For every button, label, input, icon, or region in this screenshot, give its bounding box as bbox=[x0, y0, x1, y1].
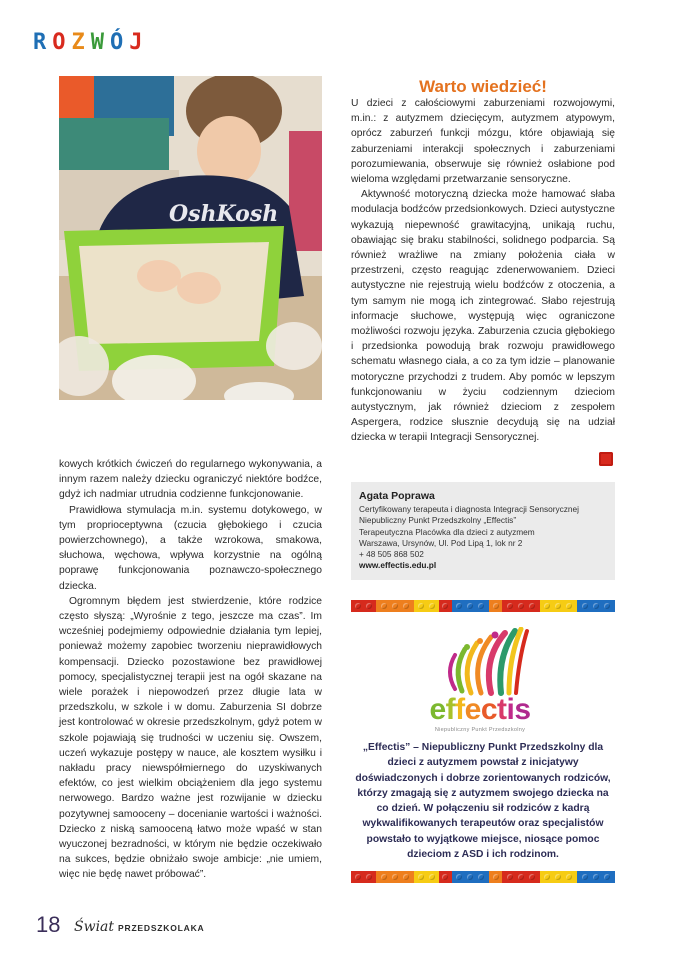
author-phone: + 48 505 868 502 bbox=[359, 549, 424, 560]
lego-stud-icon bbox=[429, 603, 435, 609]
lego-brick bbox=[489, 871, 502, 883]
article-end-square-icon bbox=[599, 452, 613, 466]
lego-stud-icon bbox=[604, 874, 610, 880]
lego-brick bbox=[439, 600, 452, 612]
effectis-wordmark-letter: t bbox=[497, 693, 507, 726]
lego-stud-icon bbox=[403, 603, 409, 609]
section-logo-letter: W bbox=[90, 30, 105, 55]
lego-brick bbox=[540, 871, 578, 883]
effectis-wordmark-letter: f bbox=[455, 693, 465, 726]
lego-stud-icon bbox=[566, 874, 572, 880]
paragraph: kowych krótkich ćwiczeń do regularnego wykonywania, a innym razem należy dziecku ograniczyć niektóre bodźce, gdyż ich nadmiar utrudnia codzienne funkcjonowanie. bbox=[59, 459, 322, 501]
lego-stud-icon bbox=[493, 874, 499, 880]
lego-stud-icon bbox=[582, 603, 588, 609]
effectis-wordmark-letter: s bbox=[514, 693, 531, 726]
section-logo-rozwoj bbox=[33, 30, 144, 56]
lego-brick bbox=[376, 600, 414, 612]
lego-stud-icon bbox=[518, 874, 524, 880]
author-line: Certyfikowany terapeuta i diagnosta Integracji Sensorycznej bbox=[359, 504, 579, 514]
lego-stud-icon bbox=[456, 874, 462, 880]
section-logo-letter: R bbox=[33, 30, 48, 55]
page-number: 18 bbox=[36, 912, 61, 937]
brand-caps: PRZEDSZKOLAKA bbox=[118, 923, 205, 933]
lego-brick bbox=[376, 871, 414, 883]
lego-brick bbox=[502, 871, 540, 883]
effectis-wordmark bbox=[415, 694, 545, 726]
right-column-text bbox=[351, 96, 615, 446]
lego-brick bbox=[577, 871, 615, 883]
lego-stud-icon bbox=[456, 603, 462, 609]
lego-stud-icon bbox=[392, 874, 398, 880]
lego-stud-icon bbox=[418, 603, 424, 609]
paragraph: Aktywność motoryczną dziecka może hamować słaba modulacja bodźców przedsionkowych. Dzieci autystyczne wykazują niepewność grawitacyjną, unikają ruchu, obawiając się braku stabilności, solidnego podparcia. Są również wrażliwe na zmiany położenia ciała w przestrzeni, często reagując zdenerwowaniem. Dzieci autystyczne nie rejestrują wielu bodźców z otoczenia, a tym samym nie mogą ich zintegrować. Słabo rejestrują informacje słuchowe, występują więc ograniczone możliwości rozwoju języka. Zaburzenia czucia głębokiego i przedsionka powodują brak rozwoju prawidłowego schematu własnego ciała, a co za tym idzie – planowanie motoryczne przychodzi z trudem. Aby pomóc w lepszym funkcjonowaniu w życiu codziennym dzieciom autystycznym, jak również dzieciom z zespołem Aspergera, rodzice słusznie decydują się na udział dziecka w terapii Integracji Sensorycznej. bbox=[351, 189, 615, 444]
lego-brick bbox=[577, 600, 615, 612]
lego-brick bbox=[351, 871, 376, 883]
section-logo-letter: O bbox=[52, 30, 67, 55]
lego-brick bbox=[414, 871, 439, 883]
lego-stud-icon bbox=[582, 874, 588, 880]
paragraph: U dzieci z całościowymi zaburzeniami rozwojowymi, m.in.: z autyzmem dziecięcym, autyzmem atypowym, oprócz zaburzeń funkcji mózgu, które objawiają się zaburzeniami interakcji społecznych i zaburzeniami porozumiewania, obserwuje się również osłabione pod wieloma względami przetwarzanie sensoryczne. bbox=[351, 98, 615, 186]
lego-stud-icon bbox=[529, 874, 535, 880]
author-website-link[interactable]: www.effectis.edu.pl bbox=[359, 560, 437, 571]
lego-stud-icon bbox=[566, 603, 572, 609]
lego-stud-icon bbox=[593, 603, 599, 609]
lego-stud-icon bbox=[442, 603, 448, 609]
lego-stud-icon bbox=[478, 603, 484, 609]
lego-stud-icon bbox=[392, 603, 398, 609]
shirt-text: OshKosh bbox=[169, 201, 279, 227]
lego-stud-icon bbox=[442, 874, 448, 880]
lego-stud-icon bbox=[544, 874, 550, 880]
author-name: Agata Poprawa bbox=[359, 490, 435, 502]
author-box bbox=[351, 482, 615, 580]
lego-stud-icon bbox=[381, 603, 387, 609]
brand-script: Świat bbox=[74, 919, 115, 935]
lego-stud-icon bbox=[418, 874, 424, 880]
paragraph: Ogromnym błędem jest stwierdzenie, które rodzice często słyszą: „Wyrośnie z tego, jeszcze ma czas”. Im wcześniej podejmiemy odpowiednie działania tym lepiej, ponieważ możemy zapobiec tworzeniu nieprawidłowych kompensacji. Dziecko pozostawione bez prawidłowej pomocy, specjalistycznej terapii jest na ogół skazane na wiele porażek i niepowodzeń przez długie lata w przedszkolu, w szkole i w domu. Zaburzenia SI dobrze jest kontrolować w okresie przedszkolnym, gdyż potem w szkole pojawiają się trudności w uczeniu się. Owszem, uczeń wykazuje postępy w nauce, ale kosztem wysiłku i nakładu pracy niewspółmiernego do uzyskiwanych efektów, co jest wielkim obciążeniem dla jego systemu nerwowego. Bardzo ważne jest rozwijanie w dziecku pozytywnej samooceny – docenianie wartości i ważności. Dziecko z niską samooceną łatwo może wpaść w stan wyuczonej bezradności, w którym nie będzie oczekiwało na sukces, będzie obniżało swoje ambicje: „nie umiem, więc nie będę nawet próbować”. bbox=[59, 595, 322, 881]
lego-brick bbox=[452, 871, 490, 883]
sidebar-heading: Warto wiedzieć! bbox=[419, 77, 547, 96]
lego-stud-icon bbox=[467, 603, 473, 609]
effectis-wordmark-letter: c bbox=[480, 693, 498, 726]
article-photo bbox=[59, 76, 322, 400]
lego-divider-top bbox=[351, 600, 615, 612]
lego-brick bbox=[452, 600, 490, 612]
lego-brick bbox=[439, 871, 452, 883]
lego-brick bbox=[540, 600, 578, 612]
lego-divider-bottom bbox=[351, 871, 615, 883]
section-logo-letter: J bbox=[129, 30, 144, 55]
effectis-description: „Effectis” – Niepubliczny Punkt Przedszkolny dla dzieci z autyzmem powstał z inicjatywy doświadczonych i dobrze zorientowanych rodziców, którzy zmagają się z autyzmem swojego dziecka na co dzień. W połączeniu sił rodziców z kadrą wykwalifikowanych terapeutów oraz specjalistów powstało to wyjątkowe miejsce, niosące pomoc dzieciom z ASD i ich rodzinom. bbox=[355, 742, 611, 861]
lego-stud-icon bbox=[604, 603, 610, 609]
lego-stud-icon bbox=[529, 603, 535, 609]
lego-stud-icon bbox=[493, 603, 499, 609]
lego-stud-icon bbox=[507, 603, 513, 609]
lego-stud-icon bbox=[403, 874, 409, 880]
lego-brick bbox=[502, 600, 540, 612]
lego-stud-icon bbox=[555, 603, 561, 609]
lego-stud-icon bbox=[429, 874, 435, 880]
lego-stud-icon bbox=[555, 874, 561, 880]
lego-stud-icon bbox=[593, 874, 599, 880]
effectis-people-arcs-icon bbox=[415, 627, 545, 697]
author-line: Niepubliczny Punkt Przedszkolny „Effectis” bbox=[359, 515, 517, 526]
magazine-brand bbox=[74, 919, 204, 935]
lego-stud-icon bbox=[518, 603, 524, 609]
effectis-logo-subtitle: Niepubliczny Punkt Przedszkolny bbox=[434, 727, 526, 733]
lego-stud-icon bbox=[366, 874, 372, 880]
lego-stud-icon bbox=[544, 603, 550, 609]
lego-stud-icon bbox=[355, 874, 361, 880]
paragraph: Prawidłowa stymulacja m.in. systemu dotykowego, w tym proprioceptywna (czucia głębokiego i czucia powierzchownego), a także wzrokowa, smakowa, słuchowa, węchowa, wpływa korzystnie na ogólną poprawę funkcjonowania poznawczo-społecznego dziecka. bbox=[59, 504, 322, 592]
effectis-wordmark-letter: e bbox=[464, 693, 481, 726]
lego-stud-icon bbox=[381, 874, 387, 880]
lego-stud-icon bbox=[478, 874, 484, 880]
lego-stud-icon bbox=[507, 874, 513, 880]
effectis-wordmark-letter: e bbox=[429, 693, 446, 726]
lego-brick bbox=[351, 600, 376, 612]
section-logo-letter: Ó bbox=[110, 30, 125, 55]
lego-brick bbox=[489, 600, 502, 612]
effectis-wordmark-letter: f bbox=[445, 693, 456, 726]
lego-stud-icon bbox=[467, 874, 473, 880]
author-line: Terapeutyczna Placówka dla dzieci z autyzmem bbox=[359, 526, 535, 537]
lego-brick bbox=[414, 600, 439, 612]
author-line: Warszawa, Ursynów, Ul. Pod Lipą 1, lok nr 2 bbox=[359, 537, 523, 548]
lego-stud-icon bbox=[355, 603, 361, 609]
photo-child-sensory-bin-icon bbox=[59, 76, 322, 400]
lego-stud-icon bbox=[366, 603, 372, 609]
effectis-wordmark-letter: i bbox=[506, 693, 515, 726]
section-logo-letter: Z bbox=[71, 30, 86, 55]
left-column-text bbox=[59, 457, 322, 883]
